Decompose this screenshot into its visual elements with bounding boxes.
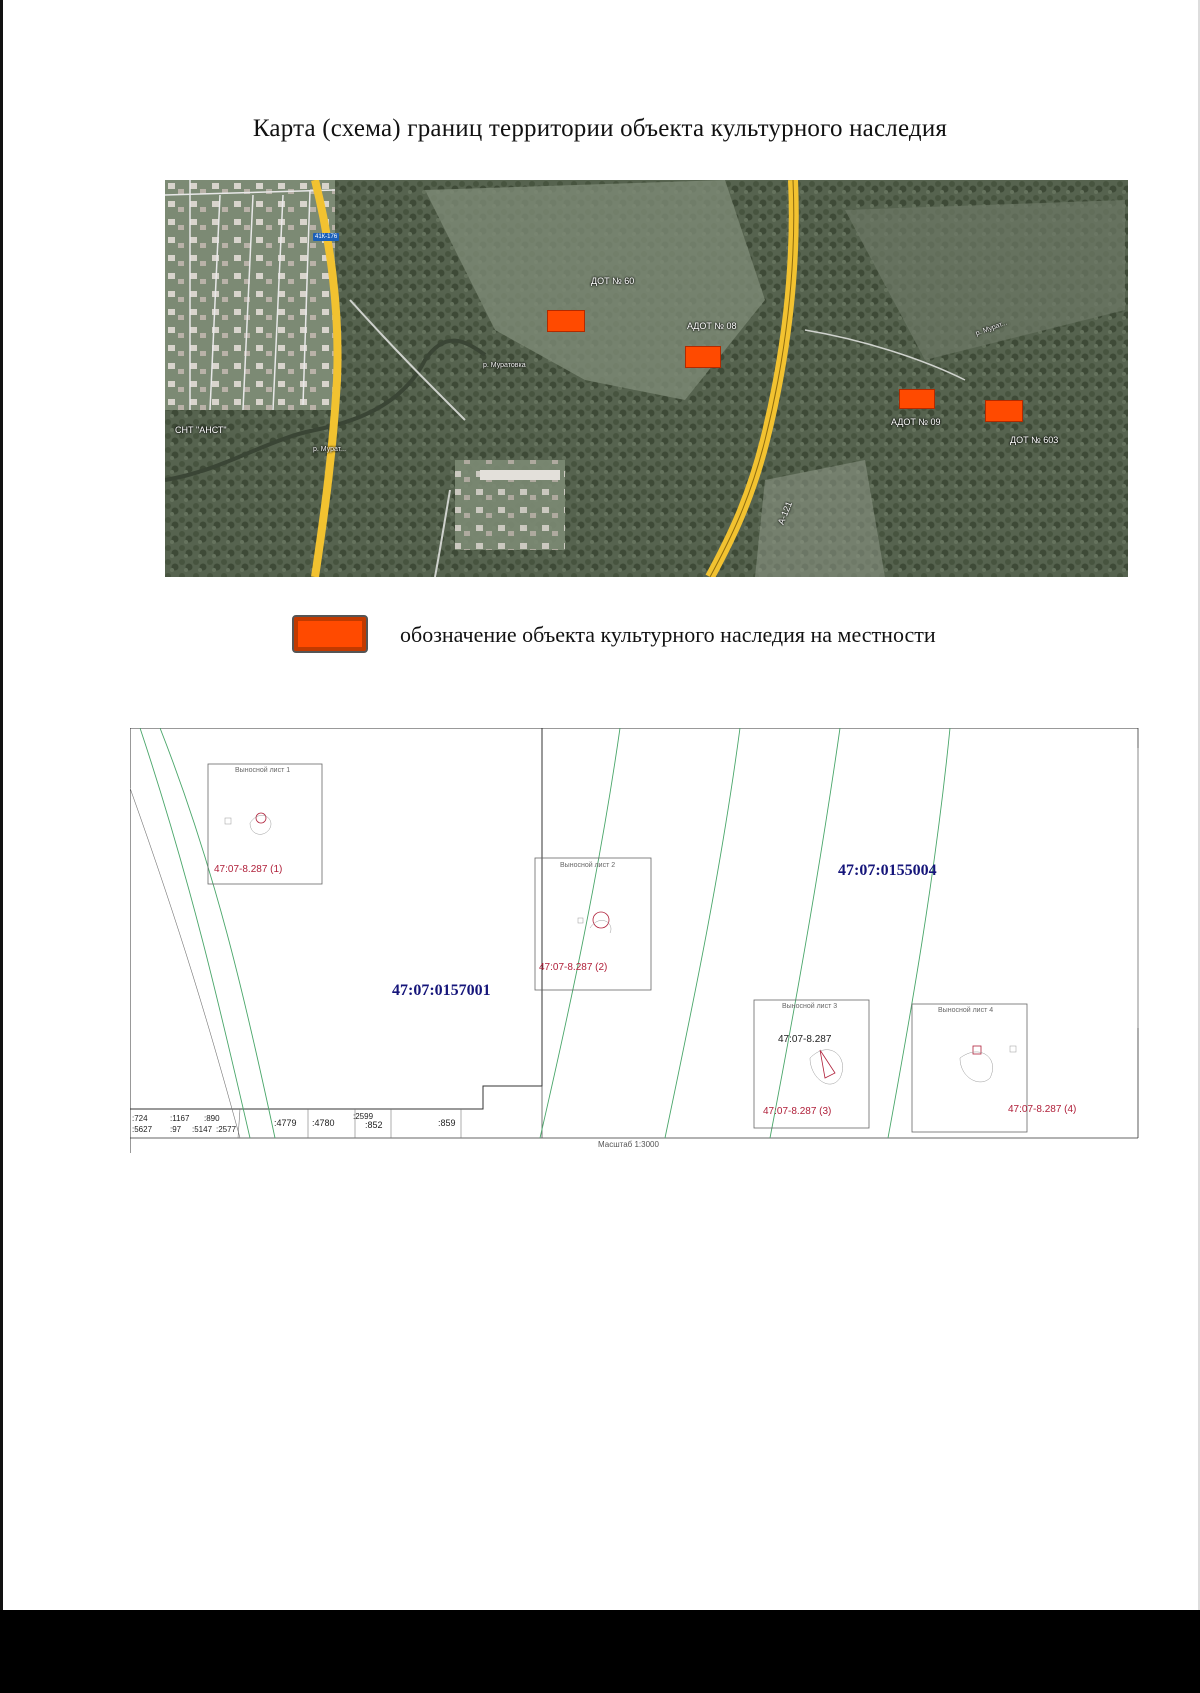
- plot-label: :2599: [353, 1112, 374, 1121]
- legend-swatch-icon: [292, 615, 368, 653]
- scan-bottom-edge: [0, 1610, 1200, 1693]
- satellite-imagery: [165, 180, 1128, 577]
- document-title: Карта (схема) границ территории объекта культурного наследия: [252, 115, 948, 142]
- plot-label: :5147: [192, 1125, 213, 1134]
- label-adot-09: АДОТ № 09: [891, 417, 941, 427]
- heritage-marker-dot-60[interactable]: [547, 310, 585, 332]
- plot-label: :4780: [312, 1118, 335, 1128]
- label-river-2: р. Мурат...: [313, 446, 347, 453]
- plot-label: :852: [365, 1120, 383, 1130]
- plot-label: :97: [170, 1125, 182, 1134]
- label-highway: А-121: [775, 499, 795, 527]
- legend-text: обозначение объекта культурного наследия на местности: [400, 622, 936, 647]
- quarter-label-left: 47:07:0157001: [392, 982, 491, 999]
- route-code-badge: 41К-176: [315, 234, 338, 240]
- sheet-3-caption: Выносной лист 3: [782, 1003, 838, 1010]
- satellite-map: [165, 180, 1128, 577]
- sheet-1-caption: Выносной лист 1: [235, 767, 291, 774]
- quarter-label-right: 47:07:0155004: [838, 862, 937, 879]
- heritage-marker-adot-08[interactable]: [685, 346, 721, 368]
- plot-label: :890: [204, 1114, 220, 1123]
- sheet-4-caption: Выносной лист 4: [938, 1007, 994, 1014]
- plot-label: :724: [132, 1114, 148, 1123]
- plot-label: :4779: [274, 1118, 297, 1128]
- plot-label: :1167: [170, 1114, 190, 1123]
- label-dot-603: ДОТ № 603: [1010, 435, 1059, 445]
- heritage-marker-adot-09[interactable]: [899, 389, 935, 409]
- scan-left-edge: [0, 0, 3, 1610]
- sheet-3-inner-label: 47:07-8.287: [778, 1034, 832, 1045]
- sheet-3-code: 47:07-8.287 (3): [763, 1106, 832, 1117]
- scale-caption: Масштаб 1:3000: [598, 1140, 659, 1149]
- sheet-2-caption: Выносной лист 2: [560, 862, 616, 869]
- heritage-marker-dot-603[interactable]: [985, 400, 1023, 422]
- label-adot-08: АДОТ № 08: [687, 321, 737, 331]
- label-snt: СНТ "АНСТ": [175, 425, 227, 435]
- cadastral-map: [130, 728, 1142, 1153]
- plot-label: :2577: [216, 1125, 237, 1134]
- sheet-2-code: 47:07-8.287 (2): [539, 962, 608, 973]
- sheet-4-code: 47:07-8.287 (4): [1008, 1104, 1077, 1115]
- plot-label: :5627: [132, 1125, 153, 1134]
- cadastral-lines: [130, 728, 1142, 1153]
- plot-label: :859: [438, 1118, 456, 1128]
- sheet-1-code: 47:07-8.287 (1): [214, 864, 283, 875]
- label-dot-60: ДОТ № 60: [591, 276, 635, 286]
- label-river-1: р. Муратовка: [483, 362, 526, 369]
- label-river-3: р. Мурат...: [974, 319, 1009, 338]
